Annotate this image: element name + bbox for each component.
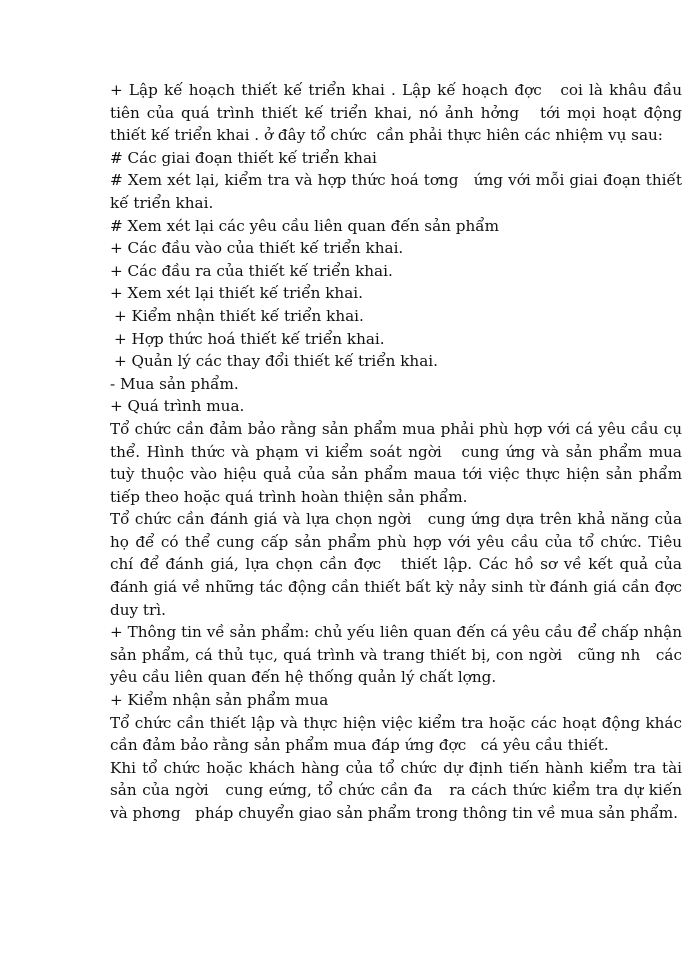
list-item: # Xem xét lại, kiểm tra và hợp thức hoá tơng ứng với mỗi giai đoạn thiết kế triển khai. <box>110 171 687 212</box>
paragraph-verification: Tổ chức cần thiết lập và thực hiện việc kiểm tra hoặc các hoạt động khác cần đảm bảo rằng sản phẩm mua đáp ứng đợc cá yêu cầu thiết. <box>110 713 687 755</box>
paragraph-supplier-premises: Khi tổ chức hoặc khách hàng của tổ chức dự định tiến hành kiểm tra tài sản của ngời cung eứng, tổ chức cần đa ra cách thức kiểm tra dự kiến và phơng pháp chuyển giao sản phẩm trong thông tin về mua sản phẩm. <box>110 758 687 822</box>
document-body <box>110 79 697 825</box>
subsection-heading-purchasing-process: + Quá trình mua. <box>110 397 245 416</box>
paragraph-supplier-evaluation: Tổ chức cần đánh giá và lựa chọn ngời cung ứng dựa trên khả năng của họ để có thể cung cấp sản phẩm phù hợp với yêu cầu của tổ chức. Tiêu chí để đánh giá, lựa chọn cần đợc thiết lập. Các hồ sơ về kết quả của đánh giá về những tác động cần thiết bất kỳ nảy sinh từ đánh giá cần đợc duy trì. <box>110 510 697 619</box>
list-item: + Các đầu vào của thiết kế triển khai. <box>110 239 404 258</box>
section-heading-purchasing: - Mua sản phẩm. <box>110 374 239 393</box>
list-item: # Xem xét lại các yêu cầu liên quan đến sản phẩm <box>110 216 499 235</box>
subsection-heading-verification: + Kiểm nhận sản phẩm mua <box>110 691 329 710</box>
list-item: + Kiểm nhận thiết kế triển khai. <box>114 306 364 325</box>
list-item: + Xem xét lại thiết kế triển khai. <box>110 284 363 303</box>
list-item: + Hợp thức hoá thiết kế triển khai. <box>114 329 385 348</box>
list-item: + Các đầu ra của thiết kế triển khai. <box>110 261 393 280</box>
paragraph-product-information: + Thông tin về sản phẩm: chủ yếu liên quan đến cá yêu cầu để chấp nhận sản phẩm, cá thủ tục, quá trình và trang thiết bị, con ngời cũng nh các yêu cầu liên quan đến hệ thống quản lý chất lợng. <box>110 623 687 687</box>
list-item: # Các giai đoạn thiết kế triển khai <box>110 148 377 167</box>
list-item: + Quản lý các thay đổi thiết kế triển khai. <box>114 352 438 371</box>
paragraph-purchasing-control: Tổ chức cần đảm bảo rằng sản phẩm mua phải phù hợp với cá yêu cầu cụ thể. Hình thức và phạm vi kiểm soát ngời cung ứng và sản phẩm mua tuỳ thuộc vào hiệu quả của sản phẩm maua tới việc thực hiện sản phẩm tiếp theo hoặc quá trình hoàn thiện sản phẩm. <box>110 419 687 506</box>
paragraph-planning: + Lập kế hoạch thiết kế triển khai . Lập kế hoạch đợc coi là khâu đầu tiên của quá trình thiết kế triển khai, nó ảnh hởng tới mọi hoạt động thiết kế triển khai . ở đây tổ chức cần phải thực hiên các nhiệm vụ sau: <box>110 81 687 145</box>
